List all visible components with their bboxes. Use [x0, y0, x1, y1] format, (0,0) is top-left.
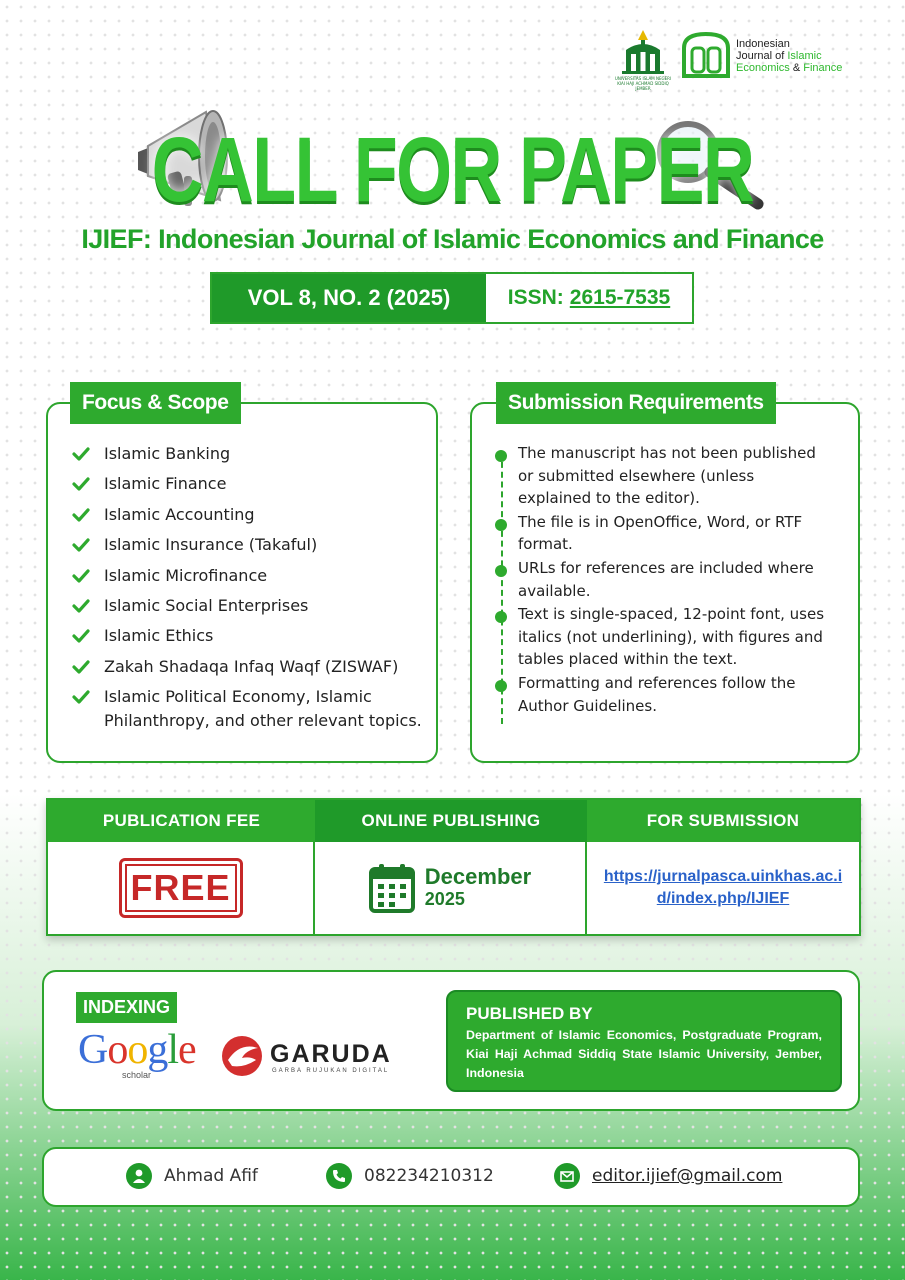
journal-logo-line1: Indonesian: [736, 38, 790, 50]
checkmark-icon: [72, 536, 90, 554]
bullet-dot-icon: [495, 519, 507, 531]
indexing-panel: [42, 970, 860, 1111]
submission-requirement-text: Formatting and references follow the Author Guidelines.: [518, 673, 796, 715]
volume-label: VOL 8, NO. 2 (2025): [212, 274, 486, 322]
focus-scope-item: [72, 624, 422, 648]
person-icon: [126, 1163, 152, 1189]
submission-requirements-list: [494, 442, 824, 718]
journal-logo-line2-accent: Islamic: [787, 50, 822, 62]
contact-email-item[interactable]: [554, 1163, 782, 1189]
contact-email: editor.ijief@gmail.com: [592, 1166, 783, 1186]
contact-bar: [42, 1147, 860, 1207]
focus-scope-item: [72, 655, 422, 679]
university-logo: [612, 28, 674, 90]
journal-logo-line3-accent: Economics: [736, 62, 790, 74]
contact-name: Ahmad Afif: [164, 1166, 258, 1186]
checkmark-icon: [72, 597, 90, 615]
checkmark-icon: [72, 627, 90, 645]
journal-logo-line2-plain: Journal of: [736, 50, 788, 62]
focus-scope-item-label: Islamic Accounting: [104, 504, 255, 524]
focus-scope-item: [72, 594, 422, 618]
published-by-box: [446, 990, 842, 1092]
focus-scope-item: [72, 685, 422, 733]
focus-scope-item: [72, 503, 422, 527]
garuda-icon: [220, 1034, 266, 1078]
issn-label: ISSN:: [507, 286, 564, 309]
focus-scope-item: [72, 442, 422, 466]
journal-subtitle: IJIEF: Indonesian Journal of Islamic Economics and Finance: [81, 224, 824, 254]
calendar-icon: [369, 863, 415, 913]
cell-for-submission: [587, 842, 859, 934]
cell-online-publishing: [315, 842, 587, 934]
submission-requirements-panel: [470, 391, 860, 763]
phone-icon: [326, 1163, 352, 1189]
focus-scope-list: [72, 442, 422, 740]
google-scholar-logo[interactable]: Google scholar: [78, 1027, 196, 1080]
focus-scope-heading: Focus & Scope: [70, 382, 241, 424]
submission-requirement-item: [494, 557, 824, 602]
contact-phone-item[interactable]: [326, 1163, 494, 1189]
focus-scope-item-label: Islamic Ethics: [104, 626, 214, 646]
focus-scope-item: [72, 472, 422, 496]
contact-person: [126, 1163, 258, 1189]
published-by-text: Department of Islamic Economics, Postgraduate Program, Kiai Haji Achmad Siddiq State Islamic University, Jember, Indonesia: [466, 1028, 822, 1080]
cell-publication-fee: [48, 842, 315, 934]
bullet-dot-icon: [495, 680, 507, 692]
journal-logo-line3-plain: &: [789, 62, 804, 74]
checkmark-icon: [72, 567, 90, 585]
garuda-title: GARUDA: [270, 1040, 392, 1068]
focus-scope-item-label: Islamic Finance: [104, 474, 227, 494]
checkmark-icon: [72, 445, 90, 463]
submission-requirement-item: [494, 442, 824, 510]
header-publication-fee: PUBLICATION FEE: [48, 800, 315, 842]
focus-scope-item-label: Islamic Banking: [104, 444, 231, 463]
submission-requirement-text: The manuscript has not been published or submitted elsewhere (unless explained to the editor).: [518, 444, 816, 508]
submission-requirement-text: Text is single-spaced, 12-point font, uses italics (not underlining), with figures and tables placed within the text.: [518, 605, 825, 669]
checkmark-icon: [72, 475, 90, 493]
journal-logo-icon: [680, 30, 732, 80]
submission-requirement-text: The file is in OpenOffice, Word, or RTF format.: [518, 512, 803, 554]
focus-scope-item-label: Islamic Political Economy, Islamic Philanthropy, and other relevant topics.: [104, 687, 422, 731]
free-stamp: FREE: [119, 858, 243, 918]
focus-scope-item-label: Islamic Social Enterprises: [104, 595, 309, 615]
publish-month: December: [424, 864, 532, 889]
submission-requirement-item: [494, 603, 824, 671]
bullet-dot-icon: [495, 611, 507, 623]
checkmark-icon: [72, 688, 90, 706]
journal-logo: [680, 30, 880, 80]
publish-year: 2025: [424, 889, 465, 909]
submission-requirement-item: [494, 672, 824, 717]
focus-scope-item-label: Zakah Shadaqa Infaq Waqf (ZISWAF): [104, 656, 399, 676]
checkmark-icon: [72, 506, 90, 524]
volume-issn-bar: [210, 272, 694, 324]
published-by-heading: PUBLISHED BY: [466, 1004, 593, 1023]
submission-requirements-heading: Submission Requirements: [496, 382, 776, 424]
google-scholar-sub: scholar: [122, 1070, 152, 1080]
checkmark-icon: [72, 658, 90, 676]
garuda-subtitle: GARBA RUJUKAN DIGITAL: [272, 1068, 390, 1074]
submission-link[interactable]: https://jurnalpasca.uinkhas.ac.id/index.php/IJIEF: [603, 868, 843, 907]
garuda-logo[interactable]: [220, 1034, 420, 1078]
bullet-dot-icon: [495, 565, 507, 577]
bullet-dot-icon: [495, 450, 507, 462]
focus-scope-item-label: Islamic Insurance (Takaful): [104, 535, 318, 555]
focus-scope-item: [72, 564, 422, 588]
focus-scope-panel: [46, 391, 438, 763]
submission-requirement-item: [494, 511, 824, 556]
issn-block: [486, 274, 692, 322]
university-logo-text: UNIVERSITAS ISLAM NEGERI KIAI HAJI ACHMAD SIDDIQ JEMBER: [614, 76, 672, 91]
email-icon: [554, 1163, 580, 1189]
indexing-heading: INDEXING: [76, 992, 177, 1023]
issn-number-link[interactable]: 2615-7535: [569, 286, 671, 309]
page-title: CALL FOR PAPER: [151, 119, 754, 221]
focus-scope-item-label: Islamic Microfinance: [104, 565, 268, 585]
journal-logo-line3-accent2: Finance: [803, 62, 843, 74]
header-for-submission: FOR SUBMISSION: [587, 800, 859, 842]
header-online-publishing: ONLINE PUBLISHING: [315, 800, 587, 842]
info-table: [46, 798, 861, 936]
focus-scope-item: [72, 533, 422, 557]
contact-phone: 082234210312: [364, 1166, 494, 1186]
submission-requirement-text: URLs for references are included where available.: [518, 558, 814, 600]
